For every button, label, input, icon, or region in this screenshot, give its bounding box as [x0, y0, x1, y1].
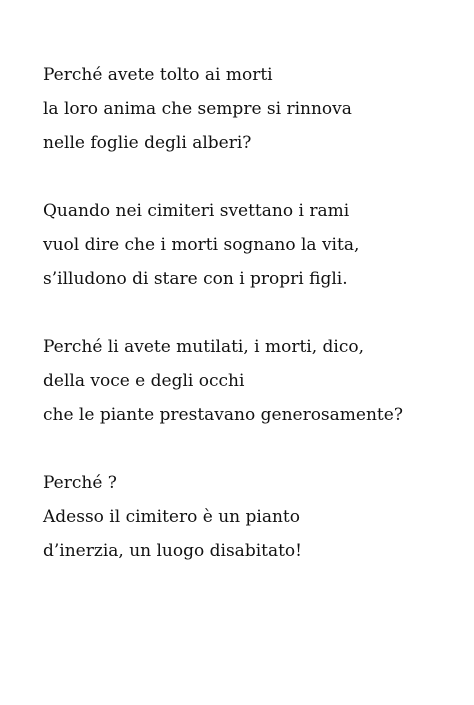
- poem-line: che le piante prestavano generosamente?: [43, 405, 403, 425]
- stanza-2: [43, 198, 468, 300]
- poem-line: Perché li avete mutilati, i morti, dico,: [43, 337, 365, 357]
- poem: [43, 62, 468, 606]
- poem-line: nelle foglie degli alberi?: [43, 133, 252, 153]
- poem-line: vuol dire che i morti sognano la vita,: [43, 235, 360, 255]
- stanza-4: [43, 470, 468, 572]
- stanza-1: [43, 62, 468, 164]
- poem-line: Quando nei cimiteri svettano i rami: [43, 201, 350, 221]
- poem-line: della voce e degli occhi: [43, 371, 245, 391]
- poem-line: s’illudono di stare con i propri figli.: [43, 269, 348, 289]
- stanza-3: [43, 334, 468, 436]
- poem-line: d’inerzia, un luogo disabitato!: [43, 541, 303, 561]
- poem-line: la loro anima che sempre si rinnova: [43, 99, 352, 119]
- poem-line: Adesso il cimitero è un pianto: [43, 507, 300, 527]
- poem-line: Perché ?: [43, 473, 117, 493]
- poem-line: Perché avete tolto ai morti: [43, 65, 273, 85]
